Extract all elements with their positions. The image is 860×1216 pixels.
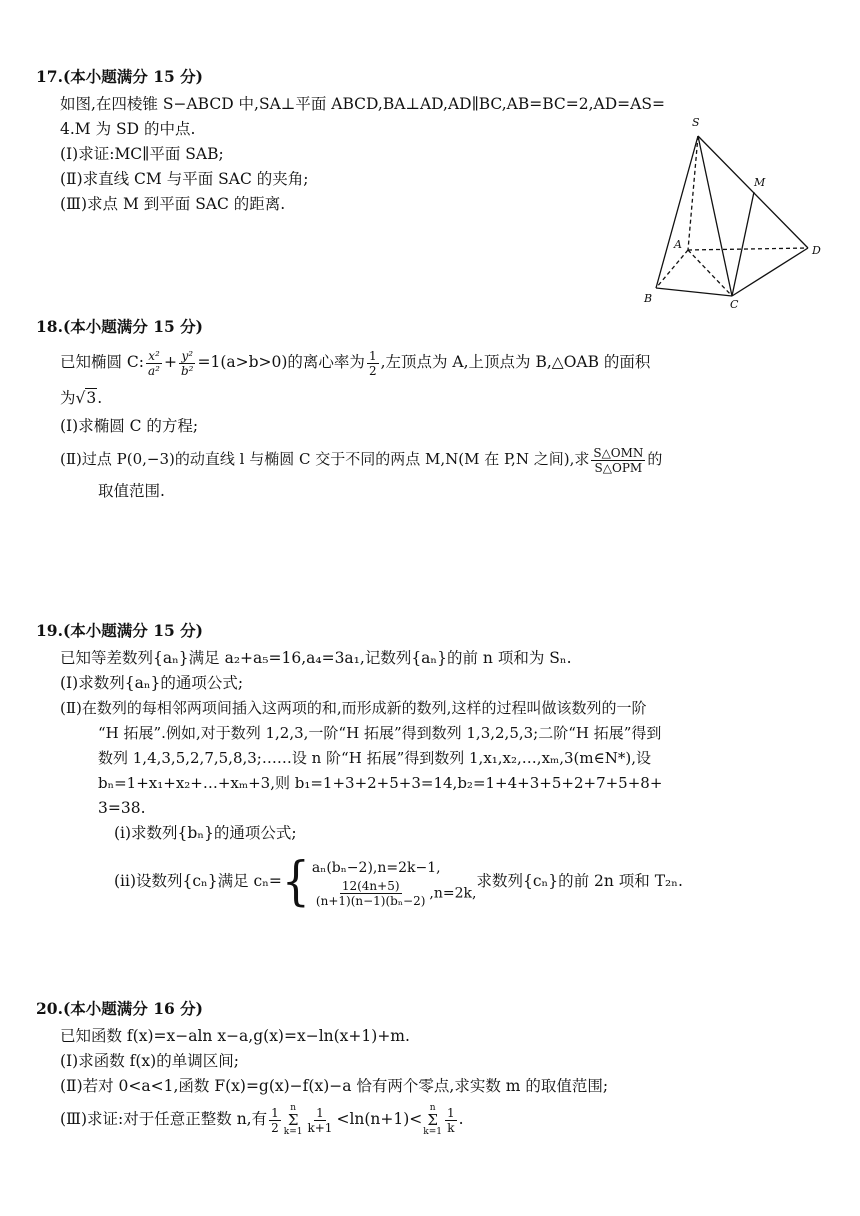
label-c: C: [730, 298, 739, 310]
q18-part1: (Ⅰ)求椭圆 C 的方程;: [60, 417, 199, 435]
q18-stem: 已知椭圆 C: $\frac{\text{x²}}{\text{a²}}$ + $\frac{\text{y²}}{\text{b²}}$ =1(a>b>0)的离心率为 $\frac{1}{2}$ ,左顶点为 A,上顶点为 B,△OAB 的面积: [60, 348, 651, 378]
q17-part1: (Ⅰ)求证:MC∥平面 SAB;: [60, 145, 224, 163]
q17-stem-line1: 如图,在四棱锥 S−ABCD 中,SA⊥平面 ABCD,BA⊥AD,AD∥BC,AB=BC=2,AD=AS=: [60, 95, 665, 113]
q19-part1: (Ⅰ)求数列{aₙ}的通项公式;: [60, 674, 244, 692]
q20-stem: 已知函数 f(x)=x−aln x−a,g(x)=x−ln(x+1)+m.: [60, 1027, 410, 1045]
label-d: D: [812, 244, 821, 257]
frac-y2-b2: $\frac{\text{y²}}{\text{b²}}$: [180, 348, 194, 378]
q20-part1: (Ⅰ)求函数 f(x)的单调区间;: [60, 1052, 239, 1070]
frac-half: $\frac{1}{2}$: [368, 348, 377, 378]
q18-area: 为√3.: [60, 389, 103, 407]
q19-part2-l5: 3=38.: [98, 799, 146, 817]
question-18: [36, 312, 826, 504]
q17-header: 17.(本小题满分 15 分): [36, 67, 203, 86]
q20-part3: (Ⅲ)求证:对于任意正整数 n,有 $\frac{1}{2}$ n Σ k=1 $\frac{1}{k+1}$ <ln(n+1)< n Σ k=1 $\frac{1}{k}$ .: [60, 1102, 464, 1137]
label-a: A: [674, 238, 682, 251]
q20-header: 20.(本小题满分 16 分): [36, 999, 203, 1018]
q17-part2: (Ⅱ)求直线 CM 与平面 SAC 的夹角;: [60, 170, 309, 188]
q18-part2-cont: 取值范围.: [98, 482, 165, 500]
label-s: S: [692, 116, 700, 129]
frac-x2-a2: $\frac{\text{x²}}{\text{a²}}$: [148, 348, 160, 378]
question-20: [36, 994, 826, 1139]
q19-part2-l2: “H 拓展”.例如,对于数列 1,2,3,一阶“H 拓展”得到数列 1,3,2,5,3;二阶“H 拓展”得到: [98, 724, 662, 742]
question-19: [36, 616, 826, 916]
label-m: M: [754, 176, 766, 189]
q19-part2-l1: (Ⅱ)在数列的每相邻两项间插入这两项的和,而形成新的数列,这样的过程叫做该数列的一阶: [60, 699, 647, 717]
frac-area-ratio: $\frac{\text{S△OMN}}{\text{S△OPM}}$: [593, 445, 644, 475]
q19-stem: 已知等差数列{aₙ}满足 a₂+a₅=16,a₄=3a₁,记数列{aₙ}的前 n 项和为 Sₙ.: [60, 649, 572, 667]
q19-part2-l3: 数列 1,4,3,5,2,7,5,8,3;……设 n 阶“H 拓展”得到数列 1,x₁,x₂,…,xₘ,3(m∈N*),设: [98, 749, 651, 767]
q17-stem-line2: 4.M 为 SD 的中点.: [60, 120, 196, 138]
label-b: B: [644, 292, 653, 305]
pyramid-figure: [640, 112, 830, 310]
q17-part3: (Ⅲ)求点 M 到平面 SAC 的距离.: [60, 195, 286, 213]
q19-header: 19.(本小题满分 15 分): [36, 621, 203, 640]
q18-header: 18.(本小题满分 15 分): [36, 317, 203, 336]
q19-part2-l4: bₙ=1+x₁+x₂+…+xₘ+3,则 b₁=1+3+2+5+3=14,b₂=1+4+3+5+2+7+5+8+: [98, 774, 663, 792]
q18-part2: (Ⅱ)过点 P(0,−3)的动直线 l 与椭圆 C 交于不同的两点 M,N(M 在 P,N 之间),求 $\frac{\text{S△OMN}}{\text{S△OPM}}$ 的: [60, 445, 663, 475]
q19-sub-i: (ⅰ)求数列{bₙ}的通项公式;: [114, 824, 297, 842]
q20-part2: (Ⅱ)若对 0<a<1,函数 F(x)=g(x)−f(x)−a 恰有两个零点,求实数 m 的取值范围;: [60, 1077, 609, 1095]
q19-sub-ii: (ⅱ)设数列{cₙ}满足 cₙ= { aₙ(bₙ−2),n=2k−1, $\frac{12(4n+5)}{\text{(n+1)(n−1)(bₙ−2)}}$ ,n=2k, 求数列{cₙ}的前 2n 项和 T₂ₙ.: [114, 850, 683, 912]
